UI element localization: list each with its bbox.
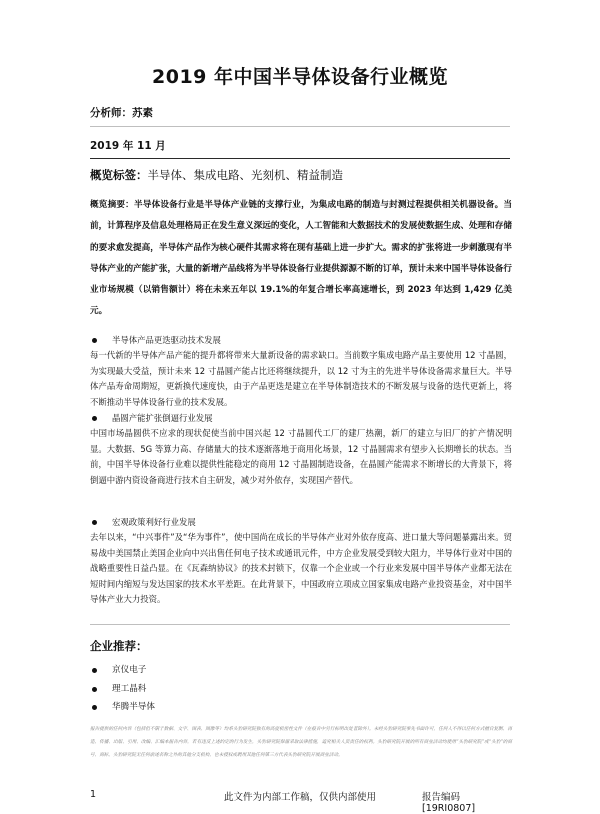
- recommend-title: 企业推荐：: [90, 639, 148, 653]
- section-heading: 宏观政策利好行业发展: [90, 515, 512, 530]
- tags-label: 概览标签：: [90, 168, 148, 182]
- footer-notice: 此文件为内部工作稿，仅供内部使用: [223, 792, 376, 803]
- section-wafer-capacity: [90, 411, 512, 488]
- page-title: 2019 年中国半导体设备行业概览: [152, 66, 448, 88]
- divider: [90, 158, 510, 159]
- report-code: 报告编码[19RI0807]: [422, 792, 476, 814]
- recommend-list: [90, 661, 155, 717]
- overview-tags: [90, 167, 343, 183]
- section-heading: 半导体产品更迭驱动技术发展: [90, 333, 512, 348]
- section-heading: 晶圆产能扩张倒逼行业发展: [90, 411, 512, 426]
- section-body: 每一代新的半导体产品产能的提升都将带来大量新设备的需求缺口。当前数字集成电路产品主要使用 12 寸晶圆，为实现最大受益，预计未来 12 寸晶圆产能占比还将继续提升，以 12 寸为主的先进半导体设备需求量巨大。半导体产品寿命周期短，更新换代速度快，由于产品更迭是建立在半导体制造技术的不断发展与设备的迭代更新上，将不断推动半导体设备行业的技术发展。: [90, 350, 512, 407]
- section-body: 中国市场晶圆供不应求的现状促使当前中国兴起 12 寸晶圆代工厂的建厂热潮，新厂的建立与旧厂的扩产情况明显。大数据、5G 等算力高、存储量大的技术逐渐落地于商用化场景，12 寸晶圆需求有望步入长期增长的状态。当前，中国半导体设备行业难以提供性能稳定的商用 12 寸晶圆制造设备，在晶圆产能需求不断增长的大背景下，将倒逼中游内资设备商进行技术自主研发，减少对外依存，实现国产替代。: [90, 428, 512, 485]
- list-item: 华腾半导体: [90, 698, 155, 717]
- section-macro-policy: [90, 515, 512, 607]
- page-number: 1: [90, 789, 97, 800]
- divider: [90, 624, 510, 625]
- divider: [90, 126, 510, 127]
- list-item: 理工晶科: [90, 680, 155, 699]
- disclaimer: 报告提供的任何内容（包括但不限于数据、文字、图表、图像等）均系头豹研究院独有的高度机密性文件（在报告中另行标明出处者除外）。未经头豹研究院事先书面许可，任何人不得以任何方式擅自复制、再造、传播、出版、引用、改编、汇编本报告内容，若有违反上述约定的行为发生，头豹研究院保留采取法律措施，追究相关人员责任的权利。头豹研究院开展的所有商业活动均使用“头豹研究院”或“头豹”的商号、商标，头豹研究院无任何前述名称之外的其他分支机构，也未授权或聘用其他任何第三方代表头豹研究院开展商业活动。: [90, 727, 512, 758]
- report-date: 2019 年 11 月: [90, 140, 166, 152]
- section-body: 去年以来，“中兴事件”及“华为事件”，使中国尚在成长的半导体产业对外依存度高、进口量大等问题暴露出来。贸易战中美国禁止美国企业向中兴出售任何电子技术或通讯元件，中方企业发展受到较大阻力，半导体行业对中国的战略重要性日益凸显。在《瓦森纳协议》的技术封锁下，仅靠一个企业或一个行业来发展中国半导体产业都无法在短时间内缩短与发达国家的技术水平差距。在此背景下，中国政府立项成立国家集成电路产业投资基金，对中国半导体产业大力投资。: [90, 532, 512, 605]
- overview-abstract: 概览摘要：半导体设备行业是半导体产业链的支撑行业，为集成电路的制造与封测过程提供相关机器设备。当前，计算程序及信息处理格局正在发生意义深远的变化，人工智能和大数据技术的发展使数据生成、处理和存储的要求愈发提高，半导体产品作为核心硬件其需求将在现有基础上进一步扩大。需求的扩张将进一步刺激现有半导体产业的产能扩张，大量的新增产品线将为半导体设备行业提供源源不断的订单，预计未来中国半导体设备行业市场规模（以销售额计）将在未来五年以 19.1%的年复合增长率高速增长，到 2023 年达到 1,429 亿美元。: [90, 200, 512, 317]
- list-item: 京仪电子: [90, 661, 155, 680]
- tags-value: 半导体、集成电路、光刻机、精益制造: [147, 168, 343, 182]
- analyst-line: 分析师：苏素: [90, 107, 153, 119]
- section-product-iteration: [90, 333, 512, 410]
